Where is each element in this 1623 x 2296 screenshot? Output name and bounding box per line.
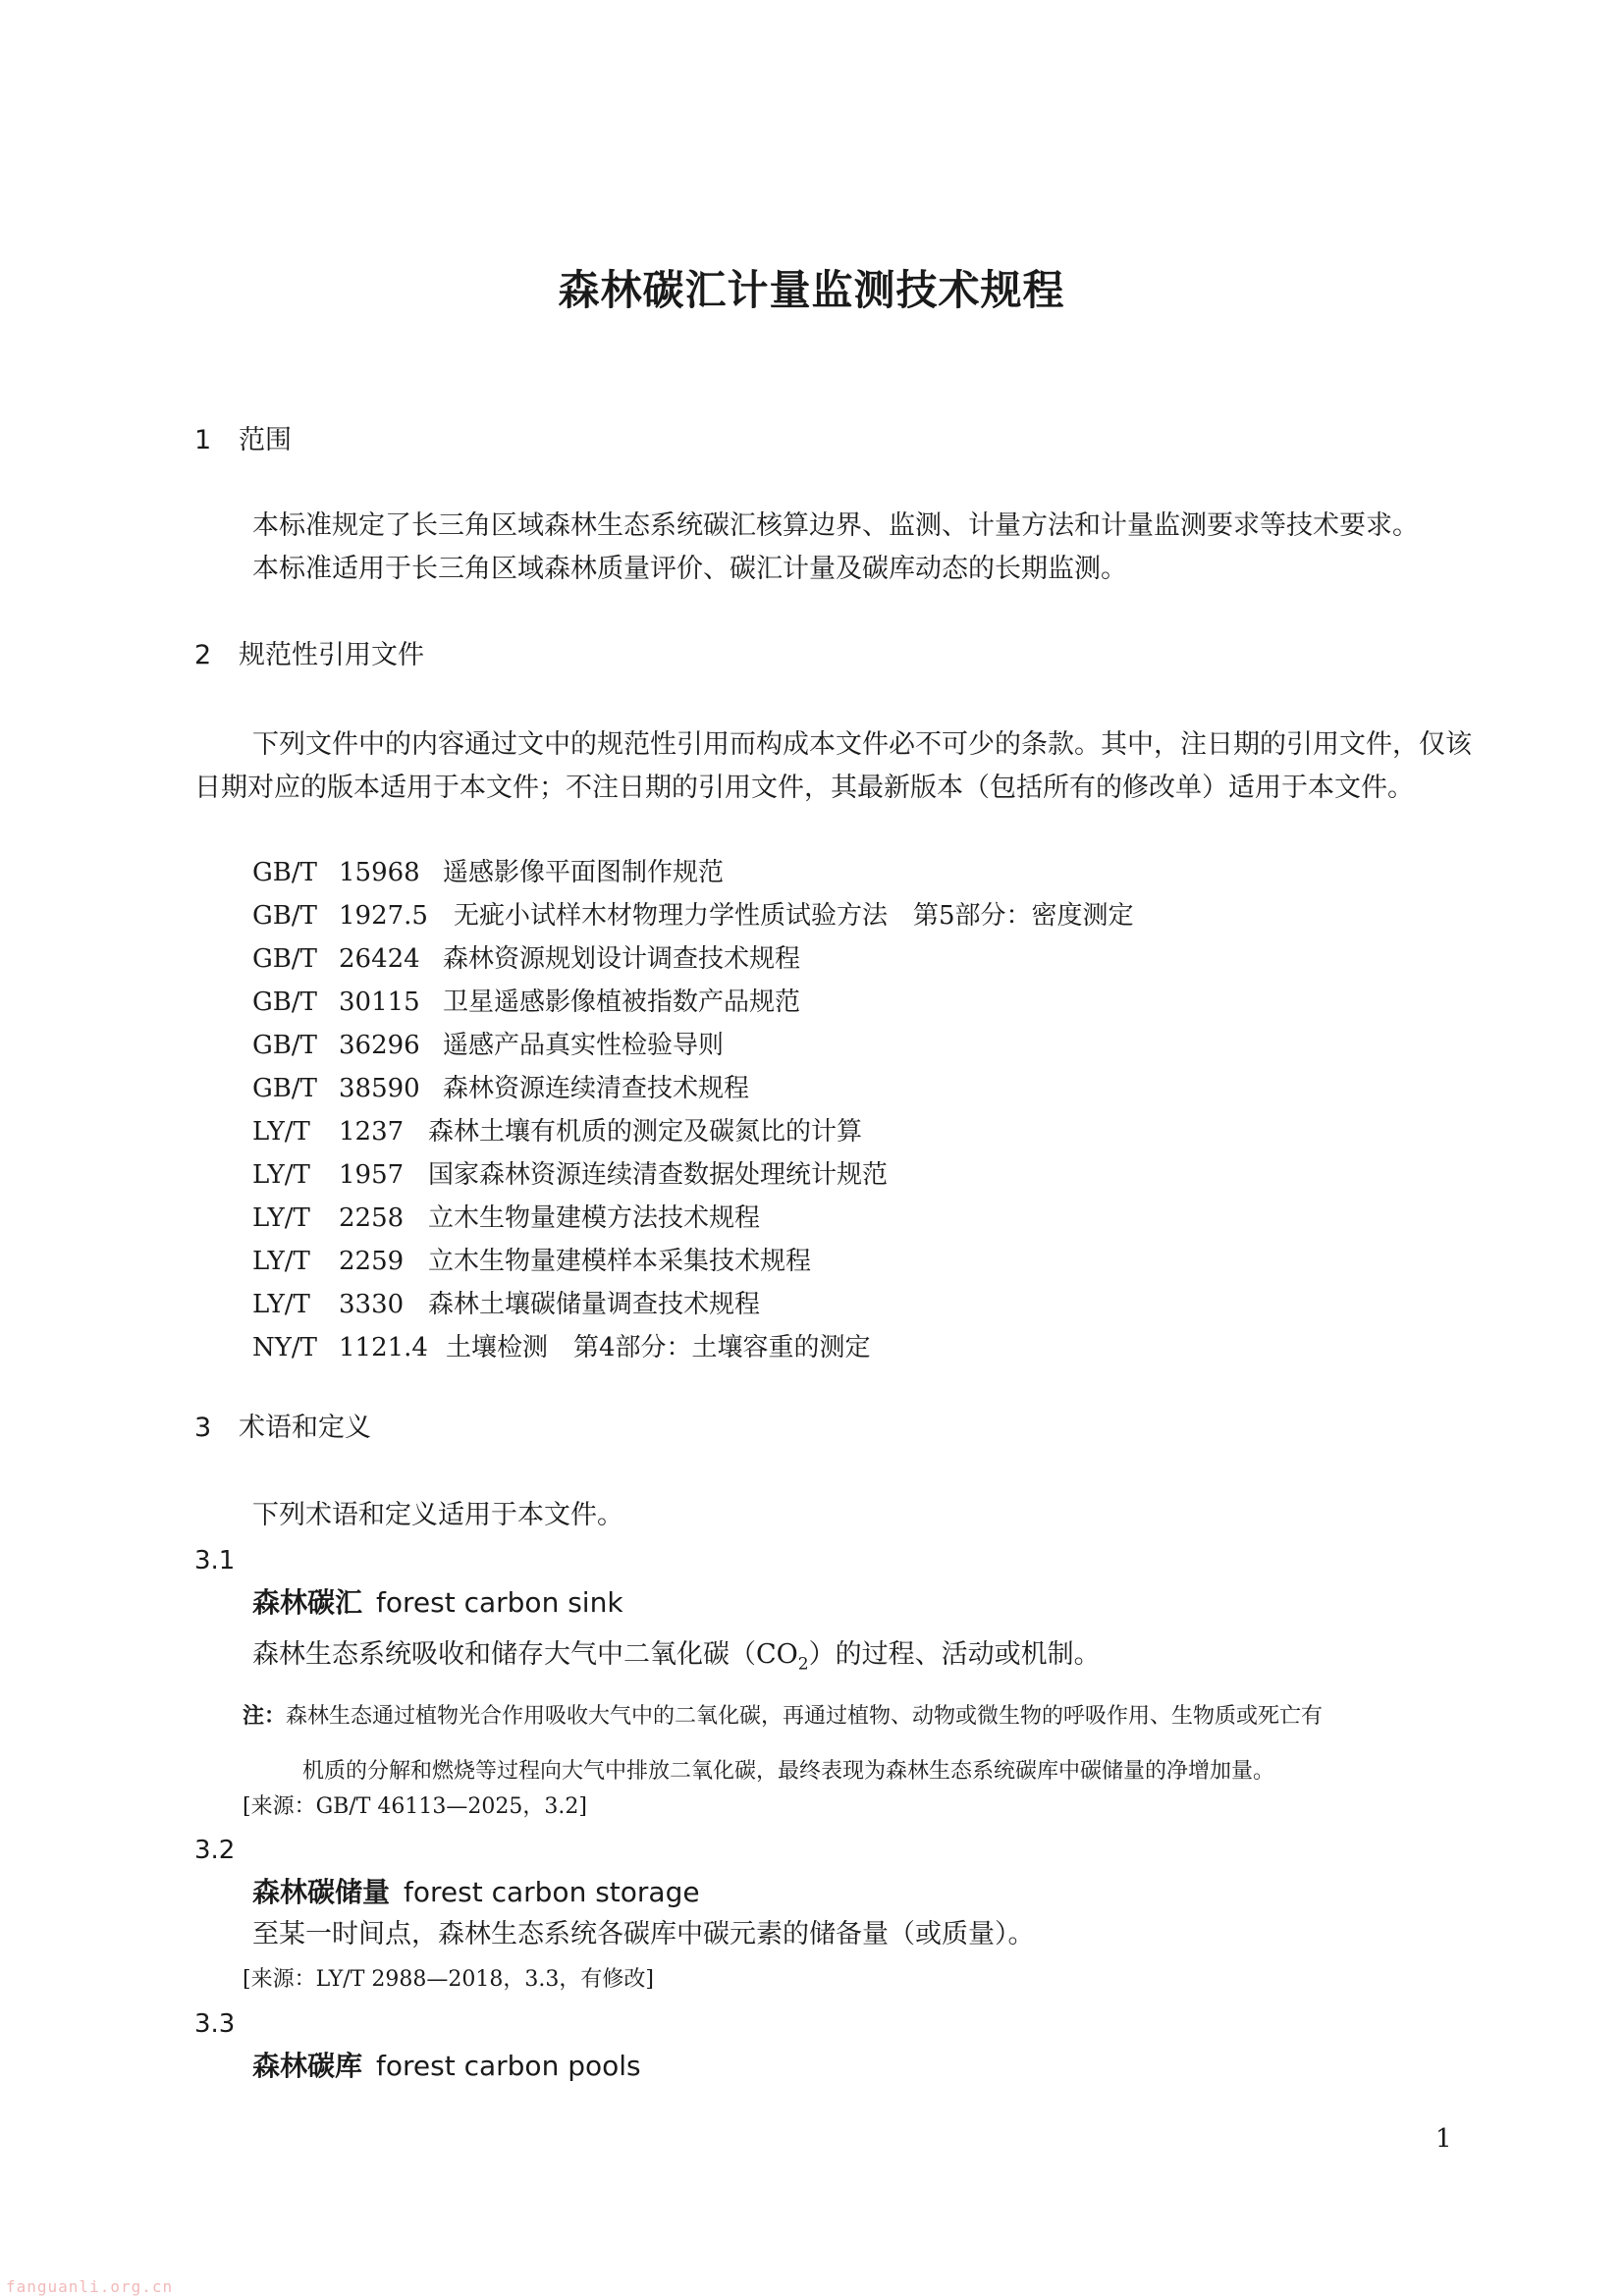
reference-number: 36296 — [339, 1031, 420, 1060]
watermark: fanguanli.org.cn — [6, 2277, 174, 2296]
reference-title: 立木生物量建模样本采集技术规程 — [428, 1247, 812, 1276]
reference-code: GB/T — [252, 1074, 317, 1103]
definition-text: ）的过程、活动或机制。 — [808, 1639, 1101, 1670]
section-number: 3 — [194, 1413, 212, 1443]
reference-item — [252, 1071, 749, 1106]
reference-item — [252, 1244, 811, 1279]
page-number: 1 — [1435, 2124, 1452, 2154]
term-name-en: forest carbon pools — [376, 2050, 641, 2082]
term-number: 3.1 — [194, 1546, 236, 1575]
reference-number: 3330 — [339, 1290, 405, 1319]
note-text: 森林生态通过植物光合作用吸收大气中的二氧化碳，再通过植物、动物或微生物的呼吸作用、生物质或死亡有 — [286, 1704, 1324, 1729]
term-definition — [252, 1635, 1101, 1683]
reference-code: GB/T — [252, 858, 317, 887]
paragraph: 下列文件中的内容通过文中的规范性引用而构成本文件必不可少的条款。其中，注日期的引用文件，仅该日期对应的版本适用于本文件；不注日期的引用文件，其最新版本（包括所有的修改单）适用于本文件。 — [194, 729, 1472, 803]
reference-title: 无疵小试样木材物理力学性质试验方法 第5部分：密度测定 — [454, 901, 1134, 931]
reference-number: 2258 — [339, 1203, 405, 1233]
reference-number: 15968 — [339, 858, 420, 887]
section-title: 规范性引用文件 — [239, 640, 424, 670]
reference-title: 森林土壤碳储量调查技术规程 — [428, 1290, 761, 1319]
reference-title: 国家森林资源连续清查数据处理统计规范 — [428, 1160, 889, 1190]
document-title: 森林碳汇计量监测技术规程 — [558, 266, 1065, 314]
term-source: [来源：GB/T 46113—2025，3.2] — [243, 1794, 587, 1819]
term-number: 3.3 — [194, 2009, 236, 2039]
reference-title: 立木生物量建模方法技术规程 — [428, 1203, 761, 1233]
paragraph: 本标准适用于长三角区域森林质量评价、碳汇计量及碳库动态的长期监测。 — [252, 554, 1127, 584]
term-source: [来源：LY/T 2988—2018，3.3，有修改] — [243, 1967, 654, 1992]
term-name-zh: 森林碳汇 — [252, 1586, 363, 1619]
reference-code: LY/T — [252, 1290, 310, 1319]
reference-title: 森林土壤有机质的测定及碳氮比的计算 — [428, 1117, 863, 1147]
reference-code: GB/T — [252, 988, 317, 1017]
section-heading-1 — [194, 423, 292, 458]
reference-title: 遥感影像平面图制作规范 — [443, 858, 725, 887]
term-title — [252, 2048, 641, 2085]
reference-number: 26424 — [339, 944, 420, 974]
term-title — [252, 1584, 623, 1622]
reference-number: 1927.5 — [339, 901, 428, 931]
reference-code: LY/T — [252, 1160, 310, 1190]
reference-number: 1237 — [339, 1117, 405, 1147]
term-definition: 至某一时间点，森林生态系统各碳库中碳元素的储备量（或质量）。 — [252, 1919, 1035, 1949]
section-number: 1 — [194, 425, 212, 455]
section-title: 术语和定义 — [239, 1413, 371, 1443]
section-title: 范围 — [239, 425, 292, 455]
reference-code: GB/T — [252, 944, 317, 974]
reference-title: 森林资源连续清查技术规程 — [443, 1074, 750, 1103]
term-name-zh: 森林碳库 — [252, 2050, 363, 2082]
reference-number: 1121.4 — [339, 1333, 428, 1362]
reference-item — [252, 941, 800, 977]
reference-number: 38590 — [339, 1074, 420, 1103]
reference-item — [252, 1287, 760, 1322]
note-label: 注： — [243, 1703, 287, 1729]
reference-item — [252, 985, 800, 1020]
note-text: 机质的分解和燃烧等过程向大气中排放二氧化碳，最终表现为森林生态系统碳库中碳储量的净增加量。 — [302, 1759, 1275, 1784]
reference-number: 30115 — [339, 988, 420, 1017]
term-number: 3.2 — [194, 1836, 236, 1865]
section-heading-3 — [194, 1411, 371, 1446]
reference-number: 2259 — [339, 1247, 405, 1276]
term-note — [243, 1688, 1489, 1799]
reference-title: 遥感产品真实性检验导则 — [443, 1031, 725, 1060]
reference-code: NY/T — [252, 1333, 318, 1362]
term-name-en: forest carbon storage — [404, 1876, 700, 1908]
reference-code: LY/T — [252, 1117, 310, 1147]
section-number: 2 — [194, 640, 212, 670]
reference-code: GB/T — [252, 901, 317, 931]
reference-item — [252, 1330, 871, 1365]
term-title — [252, 1874, 700, 1911]
reference-title: 森林资源规划设计调查技术规程 — [443, 944, 801, 974]
paragraph: 下列术语和定义适用于本文件。 — [252, 1500, 623, 1530]
reference-code: LY/T — [252, 1247, 310, 1276]
section-heading-2 — [194, 638, 424, 673]
reference-title: 卫星遥感影像植被指数产品规范 — [443, 988, 801, 1017]
reference-item — [252, 855, 724, 890]
reference-title: 土壤检测 第4部分：土壤容重的测定 — [446, 1333, 871, 1362]
term-name-en: forest carbon sink — [376, 1586, 623, 1619]
paragraph: 本标准规定了长三角区域森林生态系统碳汇核算边界、监测、计量方法和计量监测要求等技术要求。 — [252, 510, 1419, 541]
subscript: 2 — [797, 1654, 809, 1675]
reference-item — [252, 1157, 888, 1193]
reference-item — [252, 1028, 724, 1063]
reference-item — [252, 1201, 760, 1236]
reference-code: GB/T — [252, 1031, 317, 1060]
reference-number: 1957 — [339, 1160, 405, 1190]
term-name-zh: 森林碳储量 — [252, 1876, 391, 1908]
reference-item — [252, 898, 1134, 934]
reference-code: LY/T — [252, 1203, 310, 1233]
reference-item — [252, 1114, 862, 1149]
definition-text: 森林生态系统吸收和储存大气中二氧化碳（CO — [252, 1639, 798, 1670]
